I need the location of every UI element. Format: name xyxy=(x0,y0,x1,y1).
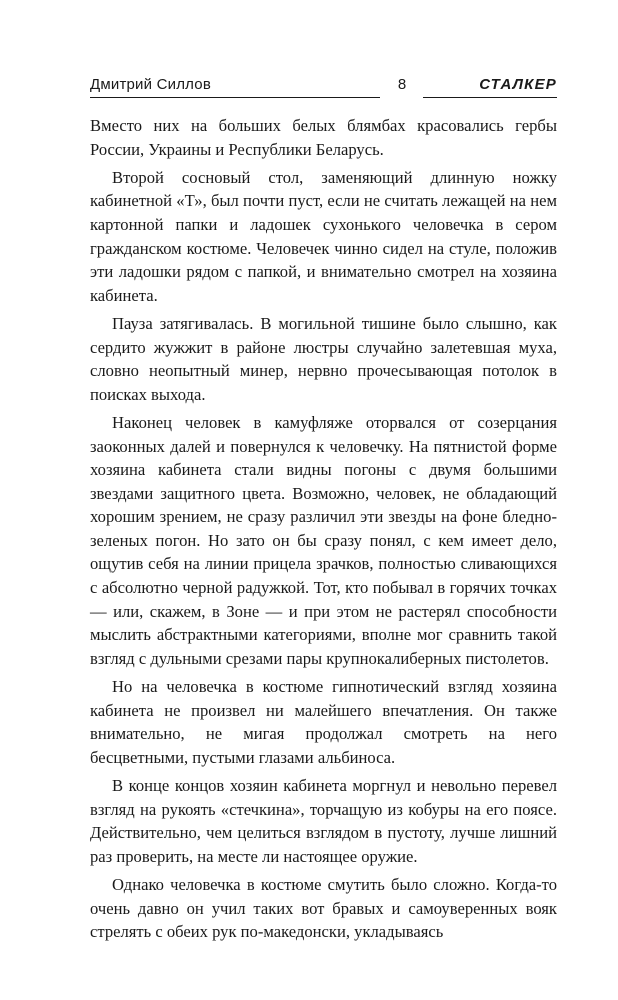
running-header xyxy=(90,76,557,102)
header-rule-right xyxy=(423,97,557,98)
header-author: Дмитрий Силлов xyxy=(90,76,211,93)
paragraph: В конце концов хозяин кабинета моргнул и невольно перевел взгляд на рукоять «стечкина», торчащую из кобуры на его поясе. Действительно, чем целиться взглядом в пустоту, лучше лишний раз проверить, на месте ли настоящее оружие. xyxy=(90,776,557,866)
paragraph-continued: Однако человечка в костюме смутить было сложно. Когда-то очень давно он учил таких вот бравых и самоуверенных вояк стрелять с обеих рук по-македонски, укладываясь xyxy=(90,874,557,942)
paragraph: Но на человечка в костюме гипнотический взгляд хозяина кабинета не произвел ни малейшего впечатления. Он также внимательно, не мигая продолжал смотреть на него бесцветными, пустыми глазами альбиноса. xyxy=(90,677,557,767)
page-number: 8 xyxy=(397,76,407,93)
header-rule-left xyxy=(90,97,380,98)
paragraph: Наконец человек в камуфляже оторвался от созерцания заоконных далей и повернулся к человечку. На пятнистой форме хозяина кабинета стали видны погоны с двумя большими звездами защитного цвета. Возможно, человек, не обладающий хорошим зрением, не сразу различил эти звезды на фоне бледно-зеленых погон. Но зато он бы сразу понял, с кем имеет дело, ощутив себя на линии прицела зрачков, полностью сливающихся с абсолютно черной радужкой. Тот, кто побывал в горячих точках — или, скажем, в Зоне — и при этом не растерял способности мыслить абстрактными категориями, вполне мог сравнить такой взгляд с дульными срезами пары крупнокалиберных пистолетов. xyxy=(90,412,557,668)
paragraph-continuation: Вместо них на больших белых блямбах красовались гербы России, Украины и Республики Беларусь. xyxy=(90,116,557,159)
paragraph: Второй сосновый стол, заменяющий длинную ножку кабинетной «Т», был почти пуст, если не считать лежащей на нем картонной папки и ладошек сухонького человечка в сером гражданском костюме. Человечек чинно сидел на стуле, положив эти ладошки рядом с папкой, и внимательно смотрел на хозяина кабинета. xyxy=(90,167,557,305)
paragraph: Пауза затягивалась. В могильной тишине было слышно, как сердито жужжит в районе люстры случайно залетевшая муха, словно неопытный минер, нервно прочесывающая потолок в поисках выхода. xyxy=(90,313,557,404)
body-text xyxy=(90,114,557,948)
header-series-title: СТАЛКЕР xyxy=(479,76,557,93)
